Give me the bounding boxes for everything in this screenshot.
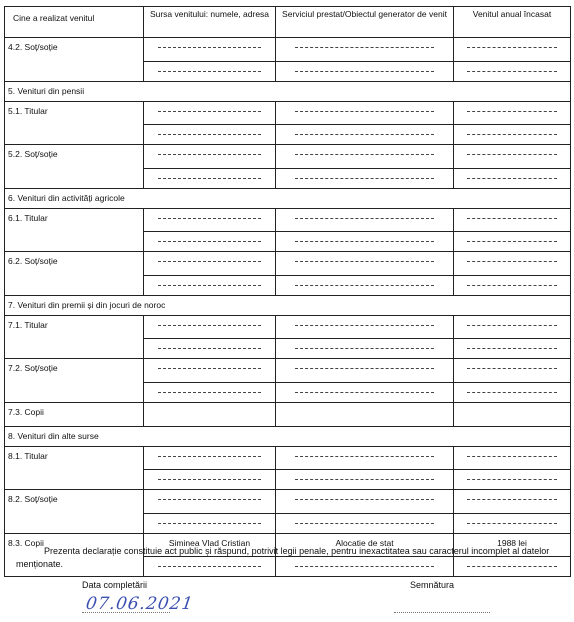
row-label-7-3: 7.3. Copii [5, 402, 144, 426]
table-row [5, 101, 571, 125]
blank-line [467, 261, 557, 262]
table-row [5, 252, 571, 276]
blank-line [467, 392, 557, 393]
section-title-6: 6. Venituri din activități agricole [5, 188, 571, 208]
blank-line [467, 241, 557, 242]
table-header-row [5, 7, 571, 38]
blank-line [467, 218, 557, 219]
entry-source: Siminea Vlad Cristian [168, 537, 251, 548]
blank-line [295, 154, 433, 155]
blank-line [295, 134, 433, 135]
blank-line [467, 523, 557, 524]
section-row [5, 295, 571, 315]
table-row [5, 61, 571, 81]
blank-line [295, 456, 433, 457]
blank-line [467, 134, 557, 135]
table-row [5, 470, 571, 490]
section-row [5, 81, 571, 101]
row-label-6-2: 6.2. Soț/soție [5, 252, 144, 276]
header-service: Serviciul prestat/Obiectul generator de venit [276, 7, 454, 38]
blank-line [158, 392, 260, 393]
blank-line [295, 261, 433, 262]
section-title-5: 5. Venituri din pensii [5, 81, 571, 101]
row-label-5-2: 5.2. Soț/soție [5, 145, 144, 169]
row-label-7-2: 7.2. Soț/soție [5, 359, 144, 383]
blank-line [158, 111, 260, 112]
blank-line [467, 368, 557, 369]
entry-income: 1988 lei [497, 537, 527, 548]
table-row [5, 513, 571, 533]
blank-line [158, 71, 260, 72]
blank-line [467, 71, 557, 72]
blank-line [467, 456, 557, 457]
header-who: Cine a realizat venitul [5, 7, 144, 38]
blank-line [295, 241, 433, 242]
row-label-8-1: 8.1. Titular [5, 446, 144, 470]
row-label-8-2: 8.2. Soț/soție [5, 490, 144, 514]
blank-line [467, 348, 557, 349]
table-row [5, 125, 571, 145]
blank-line [467, 154, 557, 155]
blank-line [467, 178, 557, 179]
blank-line [467, 479, 557, 480]
signature-line [394, 612, 490, 613]
blank-line [158, 178, 260, 179]
blank-line [158, 523, 260, 524]
row-label-6-1: 6.1. Titular [5, 208, 144, 232]
blank-line [467, 111, 557, 112]
table-row [5, 275, 571, 295]
entry-service: Alocatie de stat [335, 537, 394, 548]
blank-line [158, 368, 260, 369]
handwritten-date: 07.06.2021 [84, 594, 195, 614]
blank-line [158, 218, 260, 219]
date-line [82, 612, 170, 613]
row-label-5-1: 5.1. Titular [5, 101, 144, 125]
table-row [5, 382, 571, 402]
table-row [5, 208, 571, 232]
blank-line [158, 241, 260, 242]
table-row [5, 315, 571, 339]
blank-line [295, 47, 433, 48]
row-label-4-2: 4.2. Soț/soție [5, 38, 144, 62]
blank-line [295, 392, 433, 393]
header-source: Sursa venitului: numele, adresa [144, 7, 276, 38]
table-row [5, 168, 571, 188]
blank-line [295, 499, 433, 500]
blank-line [295, 368, 433, 369]
blank-line [158, 261, 260, 262]
blank-line [295, 523, 433, 524]
table-row [5, 145, 571, 169]
blank-line [158, 499, 260, 500]
blank-line [295, 348, 433, 349]
section-title-7: 7. Venituri din premii și din jocuri de noroc [5, 295, 571, 315]
blank-line [158, 479, 260, 480]
table-row [5, 232, 571, 252]
blank-line [467, 499, 557, 500]
table-row [5, 359, 571, 383]
blank-line [158, 154, 260, 155]
blank-line [295, 71, 433, 72]
table-row [5, 339, 571, 359]
blank-line [467, 47, 557, 48]
blank-line [467, 325, 557, 326]
blank-line [158, 285, 260, 286]
income-table [4, 6, 571, 577]
blank-line [295, 479, 433, 480]
blank-line [295, 285, 433, 286]
table-row [5, 38, 571, 62]
signature-label: Semnătura [410, 580, 455, 590]
declaration-text: Prezenta declarație constituie act public și răspund, potrivit legii penale, pentru inexactitatea sau caracterul incomplet al datelor menționate. [16, 546, 550, 569]
section-row [5, 188, 571, 208]
blank-line [295, 178, 433, 179]
blank-line [295, 111, 433, 112]
blank-line [295, 218, 433, 219]
section-row [5, 426, 571, 446]
blank-line [158, 134, 260, 135]
blank-line [295, 325, 433, 326]
blank-line [467, 285, 557, 286]
blank-line [158, 47, 260, 48]
row-label-7-1: 7.1. Titular [5, 315, 144, 339]
blank-line [158, 456, 260, 457]
row-label-8-3: 8.3. Copii [5, 533, 144, 557]
table-row [5, 490, 571, 514]
date-label: Data completării [82, 580, 148, 590]
table-row [5, 402, 571, 426]
header-income: Venitul anual încasat [454, 7, 571, 38]
table-row [5, 446, 571, 470]
section-title-8: 8. Venituri din alte surse [5, 426, 571, 446]
blank-line [158, 325, 260, 326]
blank-line [158, 348, 260, 349]
